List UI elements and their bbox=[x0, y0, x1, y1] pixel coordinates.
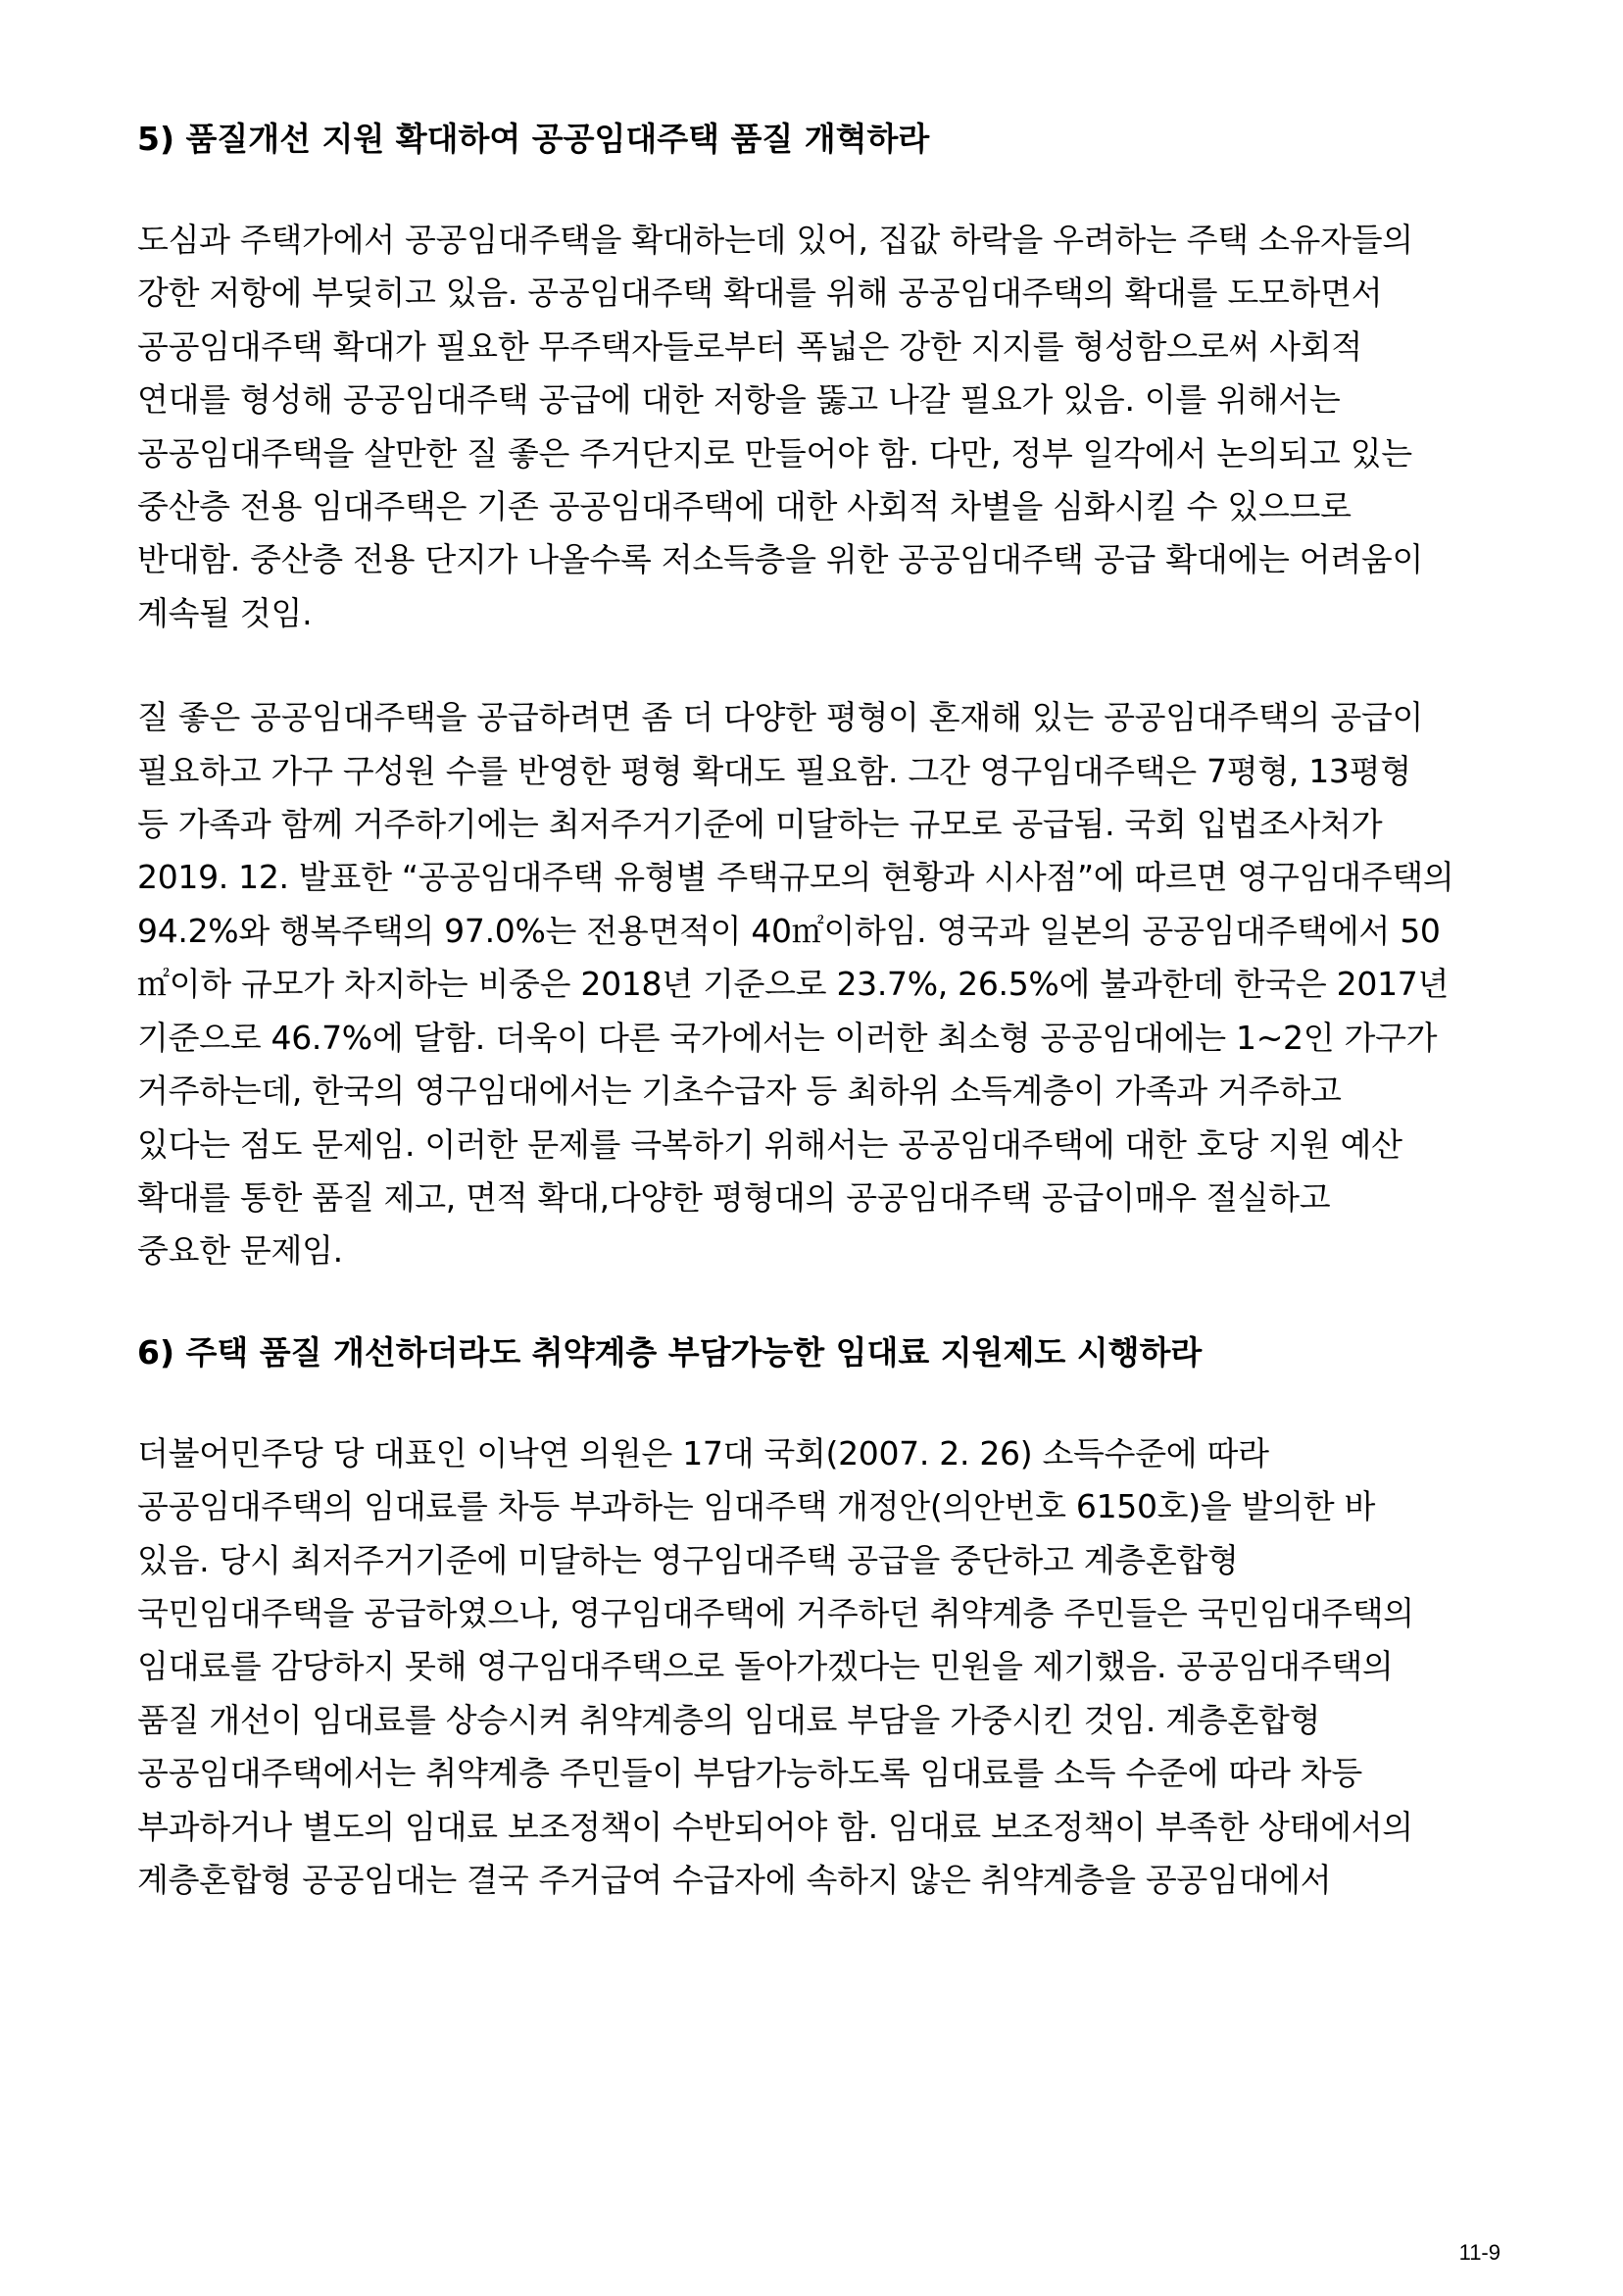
text-line: 공공임대주택에서는 취약계층 주민들이 부담가능하도록 임대료를 소득 수준에 따라 차등 bbox=[137, 1754, 1362, 1793]
text-line: 중산층 전용 임대주택은 기존 공공임대주택에 대한 사회적 차별을 심화시킬 수 있으므로 bbox=[137, 487, 1352, 526]
text-line: 반대함. 중산층 전용 단지가 나올수록 저소득층을 위한 공공임대주택 공급 확대에는 어려움이 bbox=[137, 540, 1424, 579]
text-line: ㎡이하 규모가 차지하는 비중은 2018년 기준으로 23.7%, 26.5%에 불과한데 한국은 2017년 bbox=[137, 965, 1450, 1004]
paragraph-unit-size-expansion bbox=[137, 691, 1509, 1277]
text-line: 있음. 당시 최저주거기준에 미달하는 영구임대주택 공급을 중단하고 계층혼합형 bbox=[137, 1540, 1239, 1579]
text-line: 있다는 점도 문제임. 이러한 문제를 극복하기 위해서는 공공임대주택에 대한 호당 지원 예산 bbox=[137, 1124, 1402, 1164]
paragraph-rent-support bbox=[137, 1427, 1509, 1908]
text-line: 임대료를 감당하지 못해 영구임대주택으로 돌아가겠다는 민원을 제기했음. 공공임대주택의 bbox=[137, 1647, 1394, 1686]
text-line: 공공임대주택을 살만한 질 좋은 주거단지로 만들어야 함. 다만, 정부 일각에서 논의되고 있는 bbox=[137, 433, 1412, 473]
text-line: 확대를 통한 품질 제고, 면적 확대,다양한 평형대의 공공임대주택 공급이매우 절실하고 bbox=[137, 1177, 1331, 1217]
text-line: 강한 저항에 부딪히고 있음. 공공임대주택 확대를 위해 공공임대주택의 확대를 도모하면서 bbox=[137, 274, 1383, 313]
text-line: 국민임대주택을 공급하였으나, 영구임대주택에 거주하던 취약계층 주민들은 국민임대주택의 bbox=[137, 1593, 1414, 1632]
text-line: 품질 개선이 임대료를 상승시켜 취약계층의 임대료 부담을 가중시킨 것임. 계층혼합형 bbox=[137, 1700, 1321, 1739]
text-line: 2019. 12. 발표한 “공공임대주택 유형별 주택규모의 현황과 시사점”에 따르면 영구임대주택의 bbox=[137, 858, 1454, 897]
text-line: 계층혼합형 공공임대는 결국 주거급여 수급자에 속하지 않은 취약계층을 공공임대에서 bbox=[137, 1860, 1332, 1899]
document-page bbox=[137, 116, 1509, 1907]
section-heading-5: 5) 품질개선 지원 확대하여 공공임대주택 품질 개혁하라 bbox=[137, 120, 930, 158]
text-line: 부과하거나 별도의 임대료 보조정책이 수반되어야 함. 임대료 보조정책이 부족한 상태에서의 bbox=[137, 1807, 1413, 1846]
text-line: 기준으로 46.7%에 달함. 더욱이 다른 국가에서는 이러한 최소형 공공임대에는 1~2인 가구가 bbox=[137, 1018, 1438, 1057]
text-line: 94.2%와 행복주택의 97.0%는 전용면적이 40㎡이하임. 영국과 일본의 공공임대주택에서 50 bbox=[137, 911, 1441, 950]
text-line: 등 가족과 함께 거주하기에는 최저주거기준에 미달하는 규모로 공급됨. 국회 입법조사처가 bbox=[137, 805, 1383, 844]
text-line: 중요한 문제임. bbox=[137, 1231, 343, 1271]
text-line: 도심과 주택가에서 공공임대주택을 확대하는데 있어, 집값 하락을 우려하는 주택 소유자들의 bbox=[137, 221, 1413, 259]
paragraph-public-housing-quality bbox=[137, 214, 1509, 640]
text-line: 공공임대주택 확대가 필요한 무주택자들로부터 폭넓은 강한 지지를 형성함으로써 사회적 bbox=[137, 326, 1362, 366]
text-line: 공공임대주택의 임대료를 차등 부과하는 임대주택 개정안(의안번호 6150호)을 발의한 바 bbox=[137, 1487, 1376, 1526]
section-heading-6: 6) 주택 품질 개선하더라도 취약계층 부담가능한 임대료 지원제도 시행하라 bbox=[137, 1332, 1203, 1372]
text-line: 더불어민주당 당 대표인 이낙연 의원은 17대 국회(2007. 2. 26) 소득수준에 따라 bbox=[137, 1433, 1269, 1472]
text-line: 연대를 형성해 공공임대주택 공급에 대한 저항을 뚫고 나갈 필요가 있음. 이를 위해서는 bbox=[137, 380, 1341, 420]
text-line: 계속될 것임. bbox=[137, 593, 313, 632]
text-line: 질 좋은 공공임대주택을 공급하려면 좀 더 다양한 평형이 혼재해 있는 공공임대주택의 공급이 bbox=[137, 698, 1424, 737]
text-line: 필요하고 가구 구성원 수를 반영한 평형 확대도 필요함. 그간 영구임대주택은 7평형, 13평형 bbox=[137, 751, 1411, 790]
text-line: 거주하는데, 한국의 영구임대에서는 기초수급자 등 최하위 소득계층이 가족과 거주하고 bbox=[137, 1072, 1342, 1111]
page-number: 11-9 bbox=[1458, 2240, 1500, 2265]
